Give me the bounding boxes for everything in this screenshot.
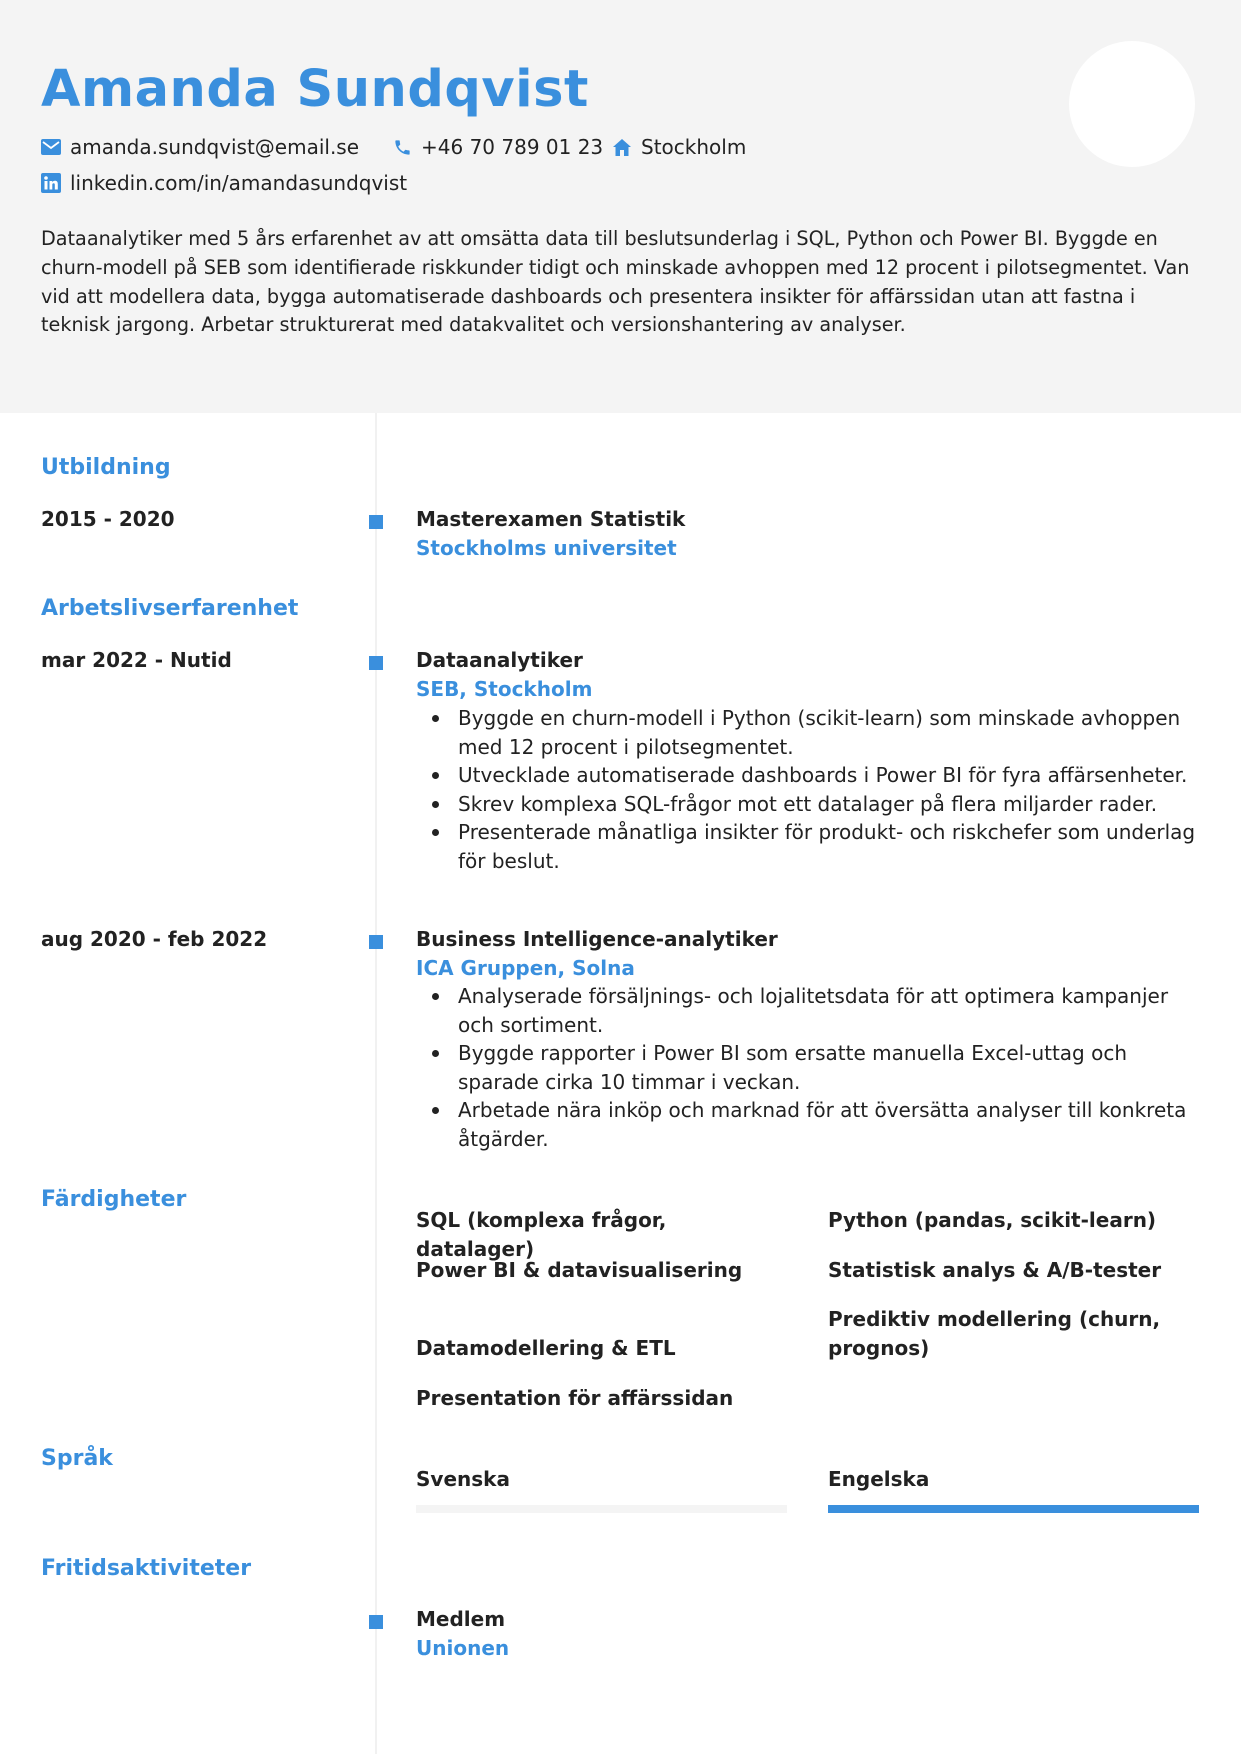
contact-linkedin[interactable] — [41, 171, 407, 195]
city-text: Stockholm — [641, 135, 747, 159]
bullet-text: Byggde en churn-modell i Python (scikit-learn) som minskade avhoppen med 12 procent i pilotsegmentet. — [458, 706, 1181, 759]
education-dates: 2015 - 2020 — [41, 507, 175, 531]
skill-item: Power BI & datavisualisering — [416, 1258, 743, 1282]
job-title: Dataanalytiker — [416, 648, 583, 672]
section-title-languages: Språk — [41, 1446, 113, 1471]
timeline-marker — [369, 515, 383, 529]
job-dates: aug 2020 - feb 2022 — [41, 927, 268, 951]
timeline-divider — [375, 413, 377, 1754]
skill-item: Presentation för affärssidan — [416, 1386, 734, 1410]
bullet-icon — [432, 801, 439, 808]
language-level-fill — [828, 1505, 1199, 1513]
linkedin-icon — [41, 173, 61, 193]
section-title-experience: Arbetslivserfarenhet — [41, 596, 299, 621]
bullet-icon — [432, 1107, 439, 1114]
bullet-text: Byggde rapporter i Power BI som ersatte manuella Excel-uttag och sparade cirka 10 timmar i veckan. — [458, 1041, 1128, 1094]
contact-email[interactable] — [41, 135, 359, 159]
bullet-text: Skrev komplexa SQL-frågor mot ett datalager på flera miljarder rader. — [458, 791, 1158, 816]
section-title-skills: Färdigheter — [41, 1187, 187, 1212]
resume-header — [0, 0, 1241, 413]
skill-item: Python (pandas, scikit-learn) — [828, 1208, 1157, 1232]
section-title-hobbies: Fritidsaktiviteter — [41, 1556, 252, 1581]
language-name: Svenska — [416, 1467, 510, 1491]
list-item — [416, 818, 1206, 875]
timeline-marker — [369, 656, 383, 670]
bullet-text: Analyserade försäljnings- och lojalitetsdata för att optimera kampanjer och sortiment. — [458, 984, 1169, 1037]
list-item — [416, 761, 1206, 790]
bullet-text: Utvecklade automatiserade dashboards i Power BI för fyra affärsenheter. — [458, 763, 1188, 788]
skill-item: Prediktiv modellering (churn, prognos) — [828, 1307, 1161, 1360]
bullet-text: Arbetade nära inköp och marknad för att översätta analyser till konkreta åtgärder. — [458, 1098, 1187, 1151]
language-name: Engelska — [828, 1467, 930, 1491]
linkedin-text: linkedin.com/in/amandasundqvist — [70, 171, 408, 195]
phone-icon — [393, 138, 412, 157]
list-item — [416, 704, 1206, 761]
bullet-icon — [432, 715, 439, 722]
list-item — [416, 982, 1206, 1039]
job-title: Business Intelligence-analytiker — [416, 927, 778, 951]
job-employer: ICA Gruppen, Solna — [416, 956, 635, 980]
education-degree: Masterexamen Statistik — [416, 507, 686, 531]
bullet-icon — [432, 772, 439, 779]
list-item — [416, 1039, 1206, 1096]
profile-summary: Dataanalytiker med 5 års erfarenhet av att omsätta data till beslutsunderlag i SQL, Python och Power BI. Byggde en churn-modell på SEB som identifierade riskkunder tidigt och minskade avhoppen med 12 procent i pilotsegmentet. Van vid att modellera data, bygga automatiserade dashboards och presentera insikter för affärssidan utan att fastna i teknisk jargong. Arbetar strukturerat med datakvalitet och versionshantering av analyser. — [41, 227, 1190, 337]
bullet-text: Presenterade månatliga insikter för produkt- och riskchefer som underlag för beslut. — [458, 820, 1196, 873]
list-item — [416, 1096, 1206, 1153]
language-level-bar — [416, 1505, 787, 1513]
skill-item: SQL (komplexa frågor, datalager) — [416, 1208, 667, 1261]
hobby-role: Medlem — [416, 1607, 506, 1631]
profile-photo-placeholder — [1069, 41, 1195, 167]
candidate-name: Amanda Sundqvist — [41, 60, 589, 119]
bullet-icon — [432, 1050, 439, 1057]
phone-text: +46 70 789 01 23 — [421, 135, 604, 159]
job-employer: SEB, Stockholm — [416, 677, 593, 701]
contact-phone[interactable] — [393, 135, 603, 159]
timeline-marker — [369, 1615, 383, 1629]
email-text: amanda.sundqvist@email.se — [70, 135, 360, 159]
section-title-education: Utbildning — [41, 455, 171, 480]
home-icon — [612, 138, 632, 157]
language-level-bar — [828, 1505, 1199, 1513]
skill-item: Statistisk analys & A/B-tester — [828, 1258, 1162, 1282]
bullet-icon — [432, 993, 439, 1000]
job-achievements — [416, 704, 1206, 876]
contact-city — [612, 135, 746, 159]
hobby-organization: Unionen — [416, 1636, 510, 1660]
timeline-marker — [369, 935, 383, 949]
bullet-icon — [432, 829, 439, 836]
email-icon — [41, 139, 61, 155]
skill-item: Datamodellering & ETL — [416, 1336, 676, 1360]
education-school: Stockholms universitet — [416, 536, 677, 560]
job-achievements — [416, 982, 1206, 1154]
job-dates: mar 2022 - Nutid — [41, 648, 232, 672]
list-item — [416, 790, 1206, 819]
